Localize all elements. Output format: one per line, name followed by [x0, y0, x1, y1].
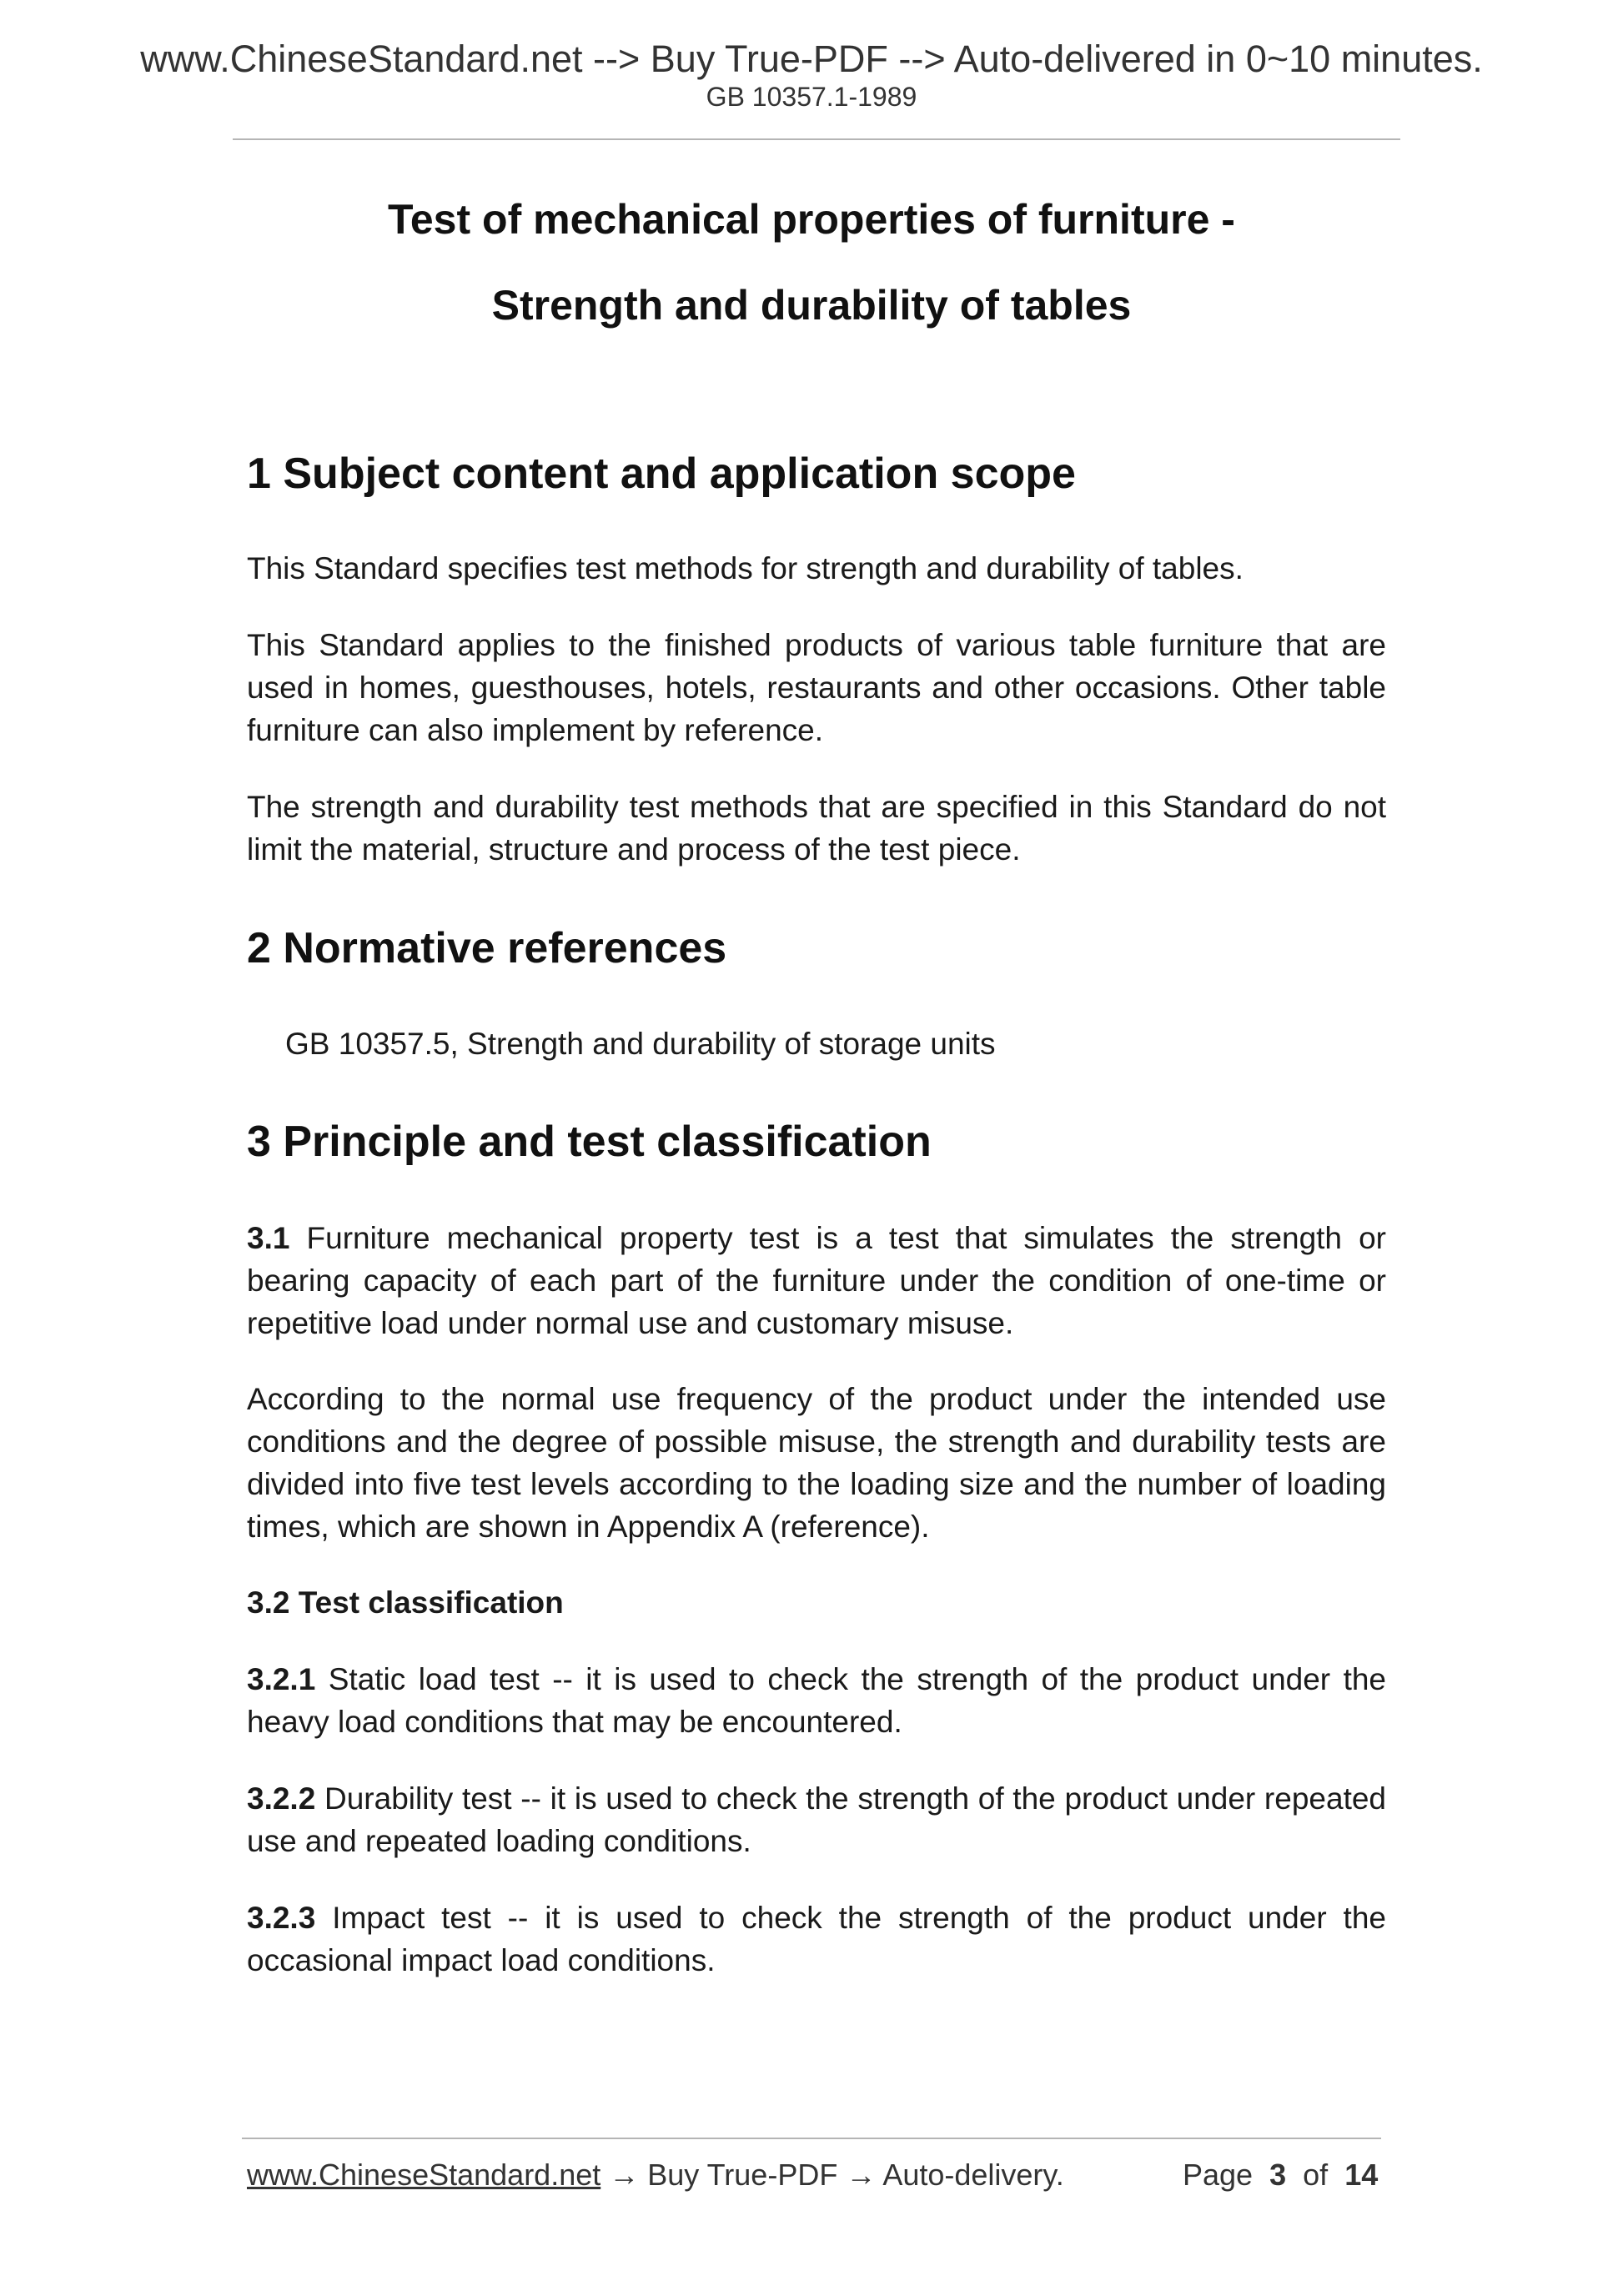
title-line-2: Strength and durability of tables: [491, 282, 1132, 329]
page-number: 3: [1269, 2158, 1287, 2192]
page-indicator: [1183, 2160, 1378, 2190]
document-id: GB 10357.1-1989: [706, 82, 917, 112]
page-label: Page: [1183, 2158, 1254, 2192]
reference-item: GB 10357.5, Strength and durability of storage units: [285, 1027, 996, 1061]
page-total: 14: [1344, 2158, 1379, 2192]
footer-divider: [242, 2138, 1381, 2139]
clause-3-1-number: 3.1: [247, 1221, 290, 1255]
clause-3-1-text: Furniture mechanical property test is a test that simulates the strength or bearing capacity of each part of the furniture under the condition of one-time or repetitive load under normal use and customary misuse.: [247, 1221, 1386, 1340]
document-body: [247, 0, 1386, 2296]
title-line-1: Test of mechanical properties of furniture -: [388, 196, 1235, 243]
clause-3-2-1: [247, 1658, 1386, 1743]
section-3-heading: 3 Principle and test classification: [247, 1118, 932, 1166]
clause-3-2-2-number: 3.2.2: [247, 1781, 316, 1816]
clause-3-2-heading: 3.2 Test classification: [247, 1585, 564, 1620]
clause-3-2-2: [247, 1777, 1386, 1862]
clause-3-2-3-number: 3.2.3: [247, 1901, 316, 1935]
section-2-heading: 2 Normative references: [247, 924, 727, 972]
footer-text: → Buy True-PDF → Auto-delivery.: [600, 2158, 1064, 2192]
clause-3-2-2-text: Durability test -- it is used to check the strength of the product under repeated use and repeated loading conditions.: [247, 1781, 1386, 1858]
section-1-paragraph-2: This Standard applies to the finished products of various table furniture that are used in homes, guesthouses, hotels, restaurants and other occasions. Other table furniture can also implement by reference.: [247, 628, 1386, 747]
header-banner: www.ChineseStandard.net --> Buy True-PDF --> Auto-delivered in 0~10 minutes.: [140, 38, 1483, 80]
section-1-heading: 1 Subject content and application scope: [247, 450, 1076, 498]
footer-link[interactable]: www.ChineseStandard.net: [247, 2158, 601, 2192]
clause-3-1: [247, 1217, 1386, 1344]
section-1-paragraph-1: This Standard specifies test methods for strength and durability of tables.: [247, 551, 1244, 585]
clause-3-2-3: [247, 1897, 1386, 1982]
section-1-paragraph-3: The strength and durability test methods that are specified in this Standard do not limit the material, structure and process of the test piece.: [247, 790, 1386, 867]
of-label: of: [1303, 2158, 1329, 2192]
footer-left: [247, 2160, 1064, 2190]
section-3-paragraph-2: According to the normal use frequency of the product under the intended use conditions and the degree of possible misuse, the strength and durability tests are divided into five test levels according to the loading size and the number of loading times, which are shown in Appendix A (reference).: [247, 1382, 1386, 1544]
clause-3-2-1-text: Static load test -- it is used to check the strength of the product under the heavy load conditions that may be encountered.: [247, 1662, 1386, 1739]
clause-3-2-1-number: 3.2.1: [247, 1662, 316, 1696]
clause-3-2-3-text: Impact test -- it is used to check the strength of the product under the occasional impact load conditions.: [247, 1901, 1386, 1977]
